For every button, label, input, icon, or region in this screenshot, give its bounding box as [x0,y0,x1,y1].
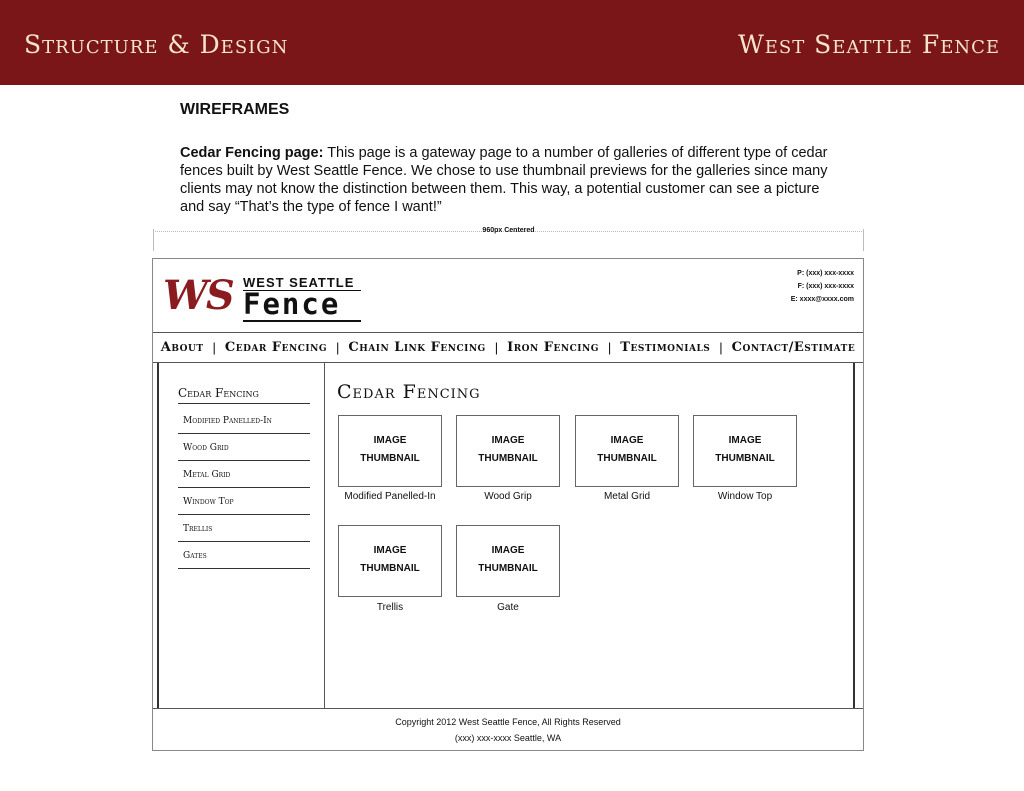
thumb-line-1: IMAGE [491,435,525,446]
main-nav [153,333,863,363]
wireframe [152,258,864,751]
gallery-thumbnail[interactable] [575,415,679,487]
gallery-thumbnail[interactable] [693,415,797,487]
content-border-left [157,363,159,708]
description-body: This page is a gateway page to a number of galleries of different type of cedar fences built by West Seattle Fence. We chose to use thumbnail previews for the galleries since many clients may not know the distinction between them. This way, a potential customer can see a picture and say “That’s the type of fence I want!” [180,145,828,215]
gallery-caption[interactable]: Trellis [376,602,404,613]
nav-contact-estimate[interactable]: Contact/Estimate [731,340,856,355]
description [180,144,840,216]
nav-testimonials[interactable]: Testimonials [620,340,711,355]
contact-info [791,267,854,306]
header-left-title: Structure & Design [24,30,289,59]
thumb-line-2: THUMBNAIL [478,563,538,574]
thumb-line-2: THUMBNAIL [360,453,420,464]
nav-separator: | [336,340,340,355]
sidebar-title: Cedar Fencing [178,386,310,404]
gallery-caption[interactable]: Wood Grip [484,491,532,502]
contact-email[interactable]: E: xxxx@xxxx.com [790,296,854,303]
sidebar-item-window-top[interactable]: Window Top [178,488,310,515]
thumb-line-2: THUMBNAIL [597,453,657,464]
thumb-line-2: THUMBNAIL [360,563,420,574]
nav-separator: | [607,340,612,355]
contact-phone: P: (xxx) xxx-xxxx [797,270,854,277]
footer-address: (xxx) xxx-xxxx Seattle, WA [454,733,562,743]
ruler-label: 960px Centered [482,227,535,234]
description-lead: Cedar Fencing page: [180,145,324,161]
thumb-line-1: IMAGE [610,435,644,446]
main-title: Cedar Fencing [337,381,481,403]
sidebar-item-metal-grid[interactable]: Metal Grid [178,461,310,488]
gallery-thumbnail[interactable] [456,415,560,487]
nav-separator: | [212,340,216,355]
contact-fax: F: (xxx) xxx-xxxx [797,283,854,290]
logo-top-text: WEST SEATTLE [243,275,361,291]
sidebar-divider [324,363,325,708]
nav-chain-link-fencing[interactable]: Chain Link Fencing [348,340,486,355]
header-bar [0,0,1024,85]
gallery-caption[interactable]: Window Top [717,491,773,502]
section-title: WIREFRAMES [180,101,290,118]
width-ruler [153,229,864,253]
sidebar-list [178,407,310,569]
gallery-caption[interactable]: Gate [497,602,519,613]
wireframe-header [153,259,863,333]
nav-iron-fencing[interactable]: Iron Fencing [507,340,599,355]
content-border-right [853,363,855,708]
thumb-line-2: THUMBNAIL [715,453,775,464]
sidebar-item-gates[interactable]: Gates [178,542,310,569]
sidebar-item-trellis[interactable]: Trellis [178,515,310,542]
nav-about[interactable]: About [160,340,204,355]
gallery-thumbnail[interactable] [338,415,442,487]
sidebar-item-wood-grid[interactable]: Wood Grid [178,434,310,461]
header-right-title: West Seattle Fence [738,30,1000,59]
thumb-line-1: IMAGE [728,435,762,446]
gallery-caption[interactable]: Metal Grid [603,491,651,502]
sidebar-item-modified-panelled-in[interactable]: Modified Panelled-In [178,407,310,434]
wireframe-footer [153,708,863,750]
footer-copyright: Copyright 2012 West Seattle Fence, All Rights Reserved [395,717,621,727]
content-area [153,363,863,708]
nav-separator: | [494,340,499,355]
logo-mark: WS [163,272,233,319]
gallery-caption[interactable]: Modified Panelled-In [344,491,436,502]
thumb-line-2: THUMBNAIL [478,453,538,464]
thumb-line-1: IMAGE [373,435,407,446]
nav-separator: | [719,340,723,355]
thumb-line-1: IMAGE [373,545,407,556]
site-logo[interactable] [163,273,363,323]
logo-main-text: Fence [243,288,361,322]
thumb-line-1: IMAGE [491,545,525,556]
gallery-thumbnail[interactable] [338,525,442,597]
gallery-thumbnail[interactable] [456,525,560,597]
nav-cedar-fencing[interactable]: Cedar Fencing [224,340,328,355]
